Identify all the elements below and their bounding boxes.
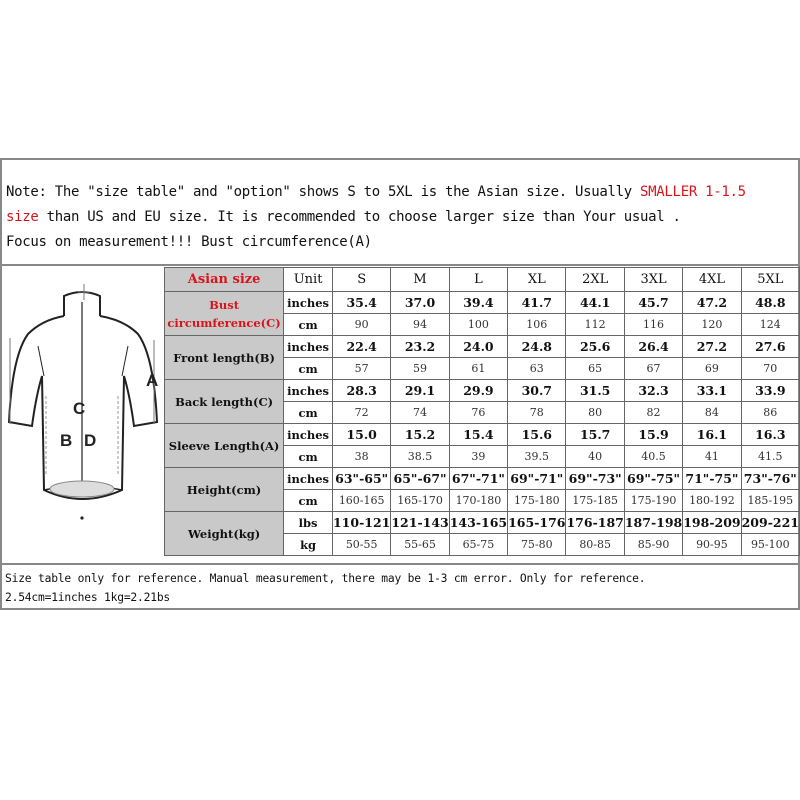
value-cell: 39.5 <box>508 446 566 468</box>
value-cell: 38 <box>332 446 390 468</box>
size-header: 3XL <box>624 268 682 292</box>
jersey-diagram <box>4 276 164 522</box>
value-cell: 33.1 <box>683 380 741 402</box>
value-cell: 170-180 <box>449 490 507 512</box>
value-cell: 27.2 <box>683 336 741 358</box>
unit-cell: inches <box>284 468 333 490</box>
footer-line-2: 2.54cm=1inches 1kg=2.21bs <box>5 591 171 604</box>
value-cell: 41.7 <box>508 292 566 314</box>
unit-cell: cm <box>284 314 333 336</box>
measurement-label: Weight(kg) <box>165 512 284 556</box>
value-cell: 185-195 <box>741 490 799 512</box>
value-cell: 176-187 <box>566 512 624 534</box>
unit-cell: inches <box>284 424 333 446</box>
value-cell: 69"-71" <box>508 468 566 490</box>
value-cell: 31.5 <box>566 380 624 402</box>
label-a: A <box>146 371 159 390</box>
value-cell: 15.6 <box>508 424 566 446</box>
value-cell: 74 <box>391 402 449 424</box>
measurement-label: Bust circumference(C) <box>165 292 284 336</box>
label-c: C <box>73 399 86 418</box>
measurement-label: Back length(C) <box>165 380 284 424</box>
value-cell: 65 <box>566 358 624 380</box>
value-cell: 72 <box>332 402 390 424</box>
value-cell: 100 <box>449 314 507 336</box>
unit-cell: inches <box>284 380 333 402</box>
value-cell: 23.2 <box>391 336 449 358</box>
value-cell: 86 <box>741 402 799 424</box>
value-cell: 38.5 <box>391 446 449 468</box>
value-cell: 27.6 <box>741 336 799 358</box>
value-cell: 15.0 <box>332 424 390 446</box>
value-cell: 112 <box>566 314 624 336</box>
value-cell: 33.9 <box>741 380 799 402</box>
note-line-3: Focus on measurement!!! Bust circumference(A) <box>6 234 372 250</box>
table-row <box>165 512 800 534</box>
unit-cell: cm <box>284 358 333 380</box>
value-cell: 40 <box>566 446 624 468</box>
unit-header: Unit <box>284 268 333 292</box>
size-header: L <box>449 268 507 292</box>
jersey-outline-icon <box>9 292 157 499</box>
value-cell: 24.8 <box>508 336 566 358</box>
value-cell: 85-90 <box>624 534 682 556</box>
size-header: XL <box>508 268 566 292</box>
size-header: 4XL <box>683 268 741 292</box>
size-header: M <box>391 268 449 292</box>
size-header: 5XL <box>741 268 799 292</box>
value-cell: 73"-76" <box>741 468 799 490</box>
value-cell: 94 <box>391 314 449 336</box>
footer-line-1: Size table only for reference. Manual measurement, there may be 1-3 cm error. Only for reference. <box>5 572 646 585</box>
label-b: B <box>60 431 73 450</box>
value-cell: 30.7 <box>508 380 566 402</box>
value-cell: 76 <box>449 402 507 424</box>
value-cell: 69"-73" <box>566 468 624 490</box>
value-cell: 47.2 <box>683 292 741 314</box>
value-cell: 63 <box>508 358 566 380</box>
measurement-label: Sleeve Length(A) <box>165 424 284 468</box>
value-cell: 165-170 <box>391 490 449 512</box>
note-line-1 <box>6 180 794 205</box>
value-cell: 175-185 <box>566 490 624 512</box>
table-row <box>165 336 800 358</box>
value-cell: 39.4 <box>449 292 507 314</box>
unit-cell: inches <box>284 336 333 358</box>
value-cell: 116 <box>624 314 682 336</box>
value-cell: 90 <box>332 314 390 336</box>
table-row <box>165 380 800 402</box>
asian-size-header: Asian size <box>165 268 284 292</box>
value-cell: 35.4 <box>332 292 390 314</box>
value-cell: 143-165 <box>449 512 507 534</box>
footer-divider <box>0 563 800 565</box>
value-cell: 67 <box>624 358 682 380</box>
note-line-1-text: Note: The "size table" and "option" shows S to 5XL is the Asian size. Usually <box>6 184 641 200</box>
value-cell: 75-80 <box>508 534 566 556</box>
value-cell: 41.5 <box>741 446 799 468</box>
table-row <box>165 292 800 314</box>
unit-cell: cm <box>284 490 333 512</box>
measurement-label: Front length(B) <box>165 336 284 380</box>
unit-cell: cm <box>284 446 333 468</box>
value-cell: 175-180 <box>508 490 566 512</box>
value-cell: 59 <box>391 358 449 380</box>
value-cell: 25.6 <box>566 336 624 358</box>
value-cell: 90-95 <box>683 534 741 556</box>
value-cell: 16.3 <box>741 424 799 446</box>
value-cell: 84 <box>683 402 741 424</box>
value-cell: 55-65 <box>391 534 449 556</box>
note-divider <box>0 264 800 266</box>
value-cell: 15.4 <box>449 424 507 446</box>
value-cell: 24.0 <box>449 336 507 358</box>
unit-cell: kg <box>284 534 333 556</box>
value-cell: 95-100 <box>741 534 799 556</box>
value-cell: 15.7 <box>566 424 624 446</box>
value-cell: 65"-67" <box>391 468 449 490</box>
value-cell: 61 <box>449 358 507 380</box>
value-cell: 39 <box>449 446 507 468</box>
value-cell: 26.4 <box>624 336 682 358</box>
value-cell: 209-221 <box>741 512 799 534</box>
value-cell: 110-121 <box>332 512 390 534</box>
size-table-header-row <box>165 268 800 292</box>
value-cell: 28.3 <box>332 380 390 402</box>
size-header: 2XL <box>566 268 624 292</box>
value-cell: 80-85 <box>566 534 624 556</box>
note-line-2-text: than US and EU size. It is recommended to choose larger size than Your usual . <box>38 209 681 225</box>
value-cell: 37.0 <box>391 292 449 314</box>
value-cell: 40.5 <box>624 446 682 468</box>
value-cell: 57 <box>332 358 390 380</box>
value-cell: 16.1 <box>683 424 741 446</box>
value-cell: 160-165 <box>332 490 390 512</box>
size-header: S <box>332 268 390 292</box>
value-cell: 82 <box>624 402 682 424</box>
value-cell: 198-209 <box>683 512 741 534</box>
note-smaller-highlight: SMALLER 1-1.5 <box>640 184 746 200</box>
value-cell: 175-190 <box>624 490 682 512</box>
value-cell: 15.9 <box>624 424 682 446</box>
value-cell: 48.8 <box>741 292 799 314</box>
size-table <box>164 267 800 556</box>
unit-cell: inches <box>284 292 333 314</box>
footer-note <box>5 569 795 607</box>
label-d: D <box>84 431 97 450</box>
value-cell: 121-143 <box>391 512 449 534</box>
value-cell: 22.4 <box>332 336 390 358</box>
value-cell: 124 <box>741 314 799 336</box>
value-cell: 187-198 <box>624 512 682 534</box>
value-cell: 67"-71" <box>449 468 507 490</box>
value-cell: 15.2 <box>391 424 449 446</box>
value-cell: 180-192 <box>683 490 741 512</box>
value-cell: 63"-65" <box>332 468 390 490</box>
value-cell: 41 <box>683 446 741 468</box>
table-row <box>165 424 800 446</box>
unit-cell: lbs <box>284 512 333 534</box>
measurement-label: Height(cm) <box>165 468 284 512</box>
value-cell: 50-55 <box>332 534 390 556</box>
value-cell: 65-75 <box>449 534 507 556</box>
value-cell: 44.1 <box>566 292 624 314</box>
value-cell: 45.7 <box>624 292 682 314</box>
value-cell: 29.1 <box>391 380 449 402</box>
value-cell: 32.3 <box>624 380 682 402</box>
value-cell: 80 <box>566 402 624 424</box>
value-cell: 69"-75" <box>624 468 682 490</box>
value-cell: 120 <box>683 314 741 336</box>
value-cell: 69 <box>683 358 741 380</box>
value-cell: 78 <box>508 402 566 424</box>
table-row <box>165 468 800 490</box>
value-cell: 29.9 <box>449 380 507 402</box>
note-text <box>6 180 794 255</box>
value-cell: 71"-75" <box>683 468 741 490</box>
value-cell: 106 <box>508 314 566 336</box>
unit-cell: cm <box>284 402 333 424</box>
note-size-highlight: size <box>6 209 39 225</box>
value-cell: 70 <box>741 358 799 380</box>
note-line-2 <box>6 205 794 230</box>
value-cell: 165-176 <box>508 512 566 534</box>
